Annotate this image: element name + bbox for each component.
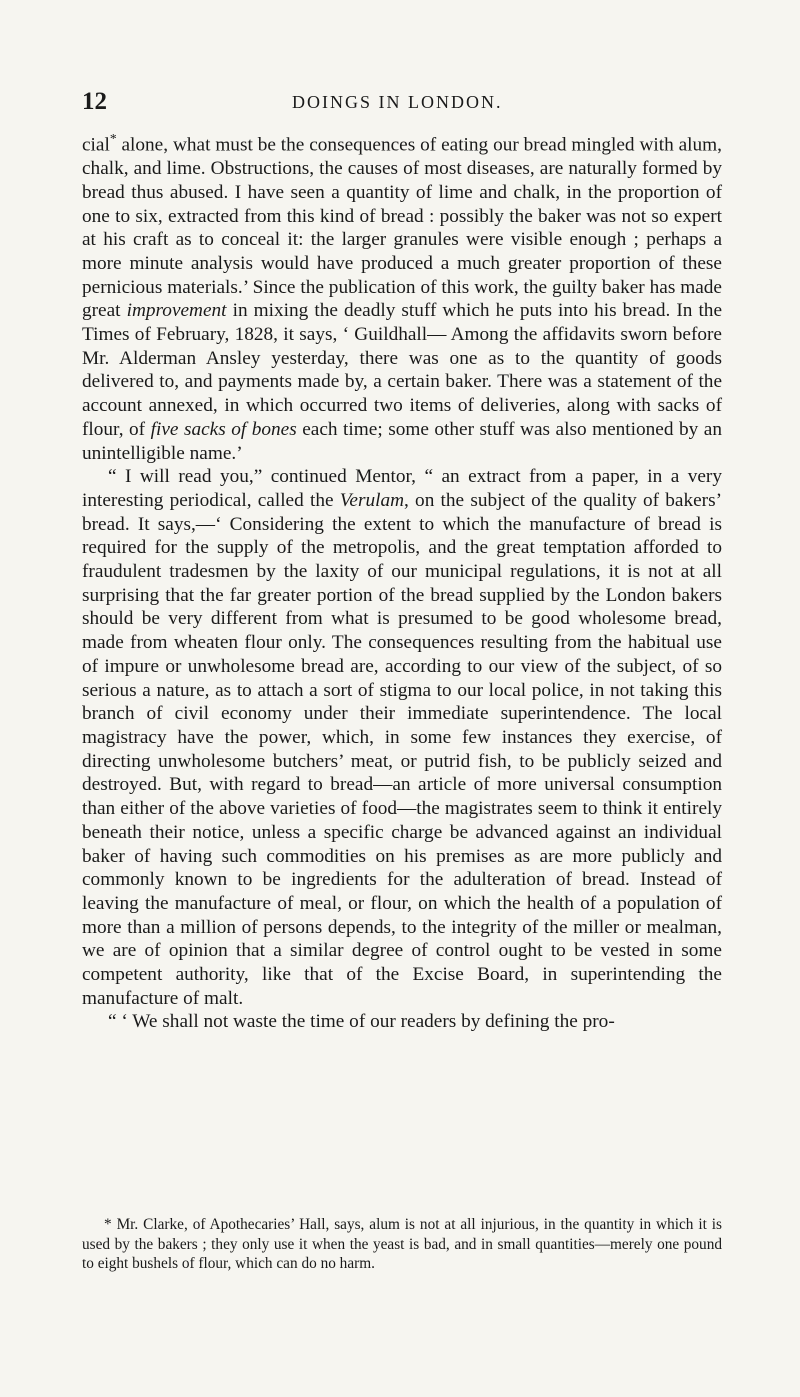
- paragraph: “ ‘ We shall not waste the time of our readers by defining the pro-: [108, 1011, 615, 1033]
- footnote-text: Mr. Clarke, of Apothecaries’ Hall, says, alum is not at all injurious, in the quantity in which it is used by the bakers ; they only use it when the yeast is bad, and in small quantities—merely one pound to eight bushels of flour, which can do no harm.: [82, 1216, 722, 1272]
- footnote-paragraph: [82, 1215, 722, 1274]
- italic-text: improvement: [126, 300, 227, 322]
- page-number: 12: [82, 88, 107, 115]
- text-run: alone, what must be the consequences of eating our bread mingled with alum, chalk, and lime. Obstructions, the causes of most diseases, are naturally formed by bread thus abused. I have seen a quantity of lime and chalk, in the proportion of one to six, extracted from this kind of bread : possibly the baker was not so expert at his craft as to conceal it: the larger granules were visible enough ; perhaps a more minute analysis would have produced a much greater proportion of these pernicious materials.’ Since the publication of this work, the guilty baker has made great: [82, 134, 722, 322]
- running-title: DOINGS IN LONDON.: [292, 92, 503, 112]
- footnote-marker: *: [109, 131, 117, 146]
- text-run: in mixing the deadly stuff which he puts into his bread. In the Times of February, 1828, it says, ‘ Guildhall— Among the affidavits sworn before Mr. Alderman Ansley yesterday, there was one as to the quantity of goods delivered to, and payments made by, a certain baker. There was a statement of the account annexed, in which occurred two items of deliveries, along with sacks of flour, of: [82, 300, 723, 440]
- italic-text: Verulam: [339, 489, 405, 511]
- paragraph: [82, 127, 722, 465]
- text-run: , on the subject of the quality of bakers’ bread. It says,—‘ Considering the extent to which the manufacture of bread is required for the supply of the metropolis, and the great temptation afforded to fraudulent tradesmen by the laxity of our municipal regulations, it is not at all surprising that the far greater portion of the bread supplied by the London bakers should be very different from what is presumed to be good wholesome bread, made from wheaten flour only. The consequences resulting from the habitual use of impure or unwholesome bread are, according to our view of the subject, of so serious a nature, as to attach a sort of stigma to our local police, in not taking this branch of civil economy under their immediate superintendence. The local magistracy have the power, which, in some few instances they exercise, of directing unwholesome butchers’ meat, or putrid fish, to be publicly seized and destroyed. But, with regard to bread—an article of more universal consumption than either of the above varieties of food—the magistrates seem to think it entirely beneath their notice, unless a specific charge be advanced against an individual baker of having such commodities on his premises as are more publicly and commonly known to be ingredients for the adulteration of bread. Instead of leaving the manufacture of meal, or flour, on which the health of a population of more than a million of persons depends, to the integrity of the miller or mealman, we are of opinion that a similar degree of control ought to be vested in some competent authority, like that of the Excise Board, in superintending the manufacture of malt.: [82, 489, 722, 1009]
- page-header: [82, 88, 722, 118]
- footnote: [82, 1215, 722, 1274]
- paragraph: [82, 465, 722, 1010]
- text-run: cial: [82, 134, 110, 156]
- text-run: “ I will read you,” continued Mentor, “ an extract from a paper, in a very interesting periodical, called the: [82, 466, 722, 511]
- main-text: [82, 127, 722, 1034]
- footnote-marker: *: [104, 1216, 112, 1233]
- italic-text: five sacks of bones: [150, 418, 297, 440]
- text-run: each time; some other stuff was also mentioned by an unintelligible name.’: [82, 418, 722, 464]
